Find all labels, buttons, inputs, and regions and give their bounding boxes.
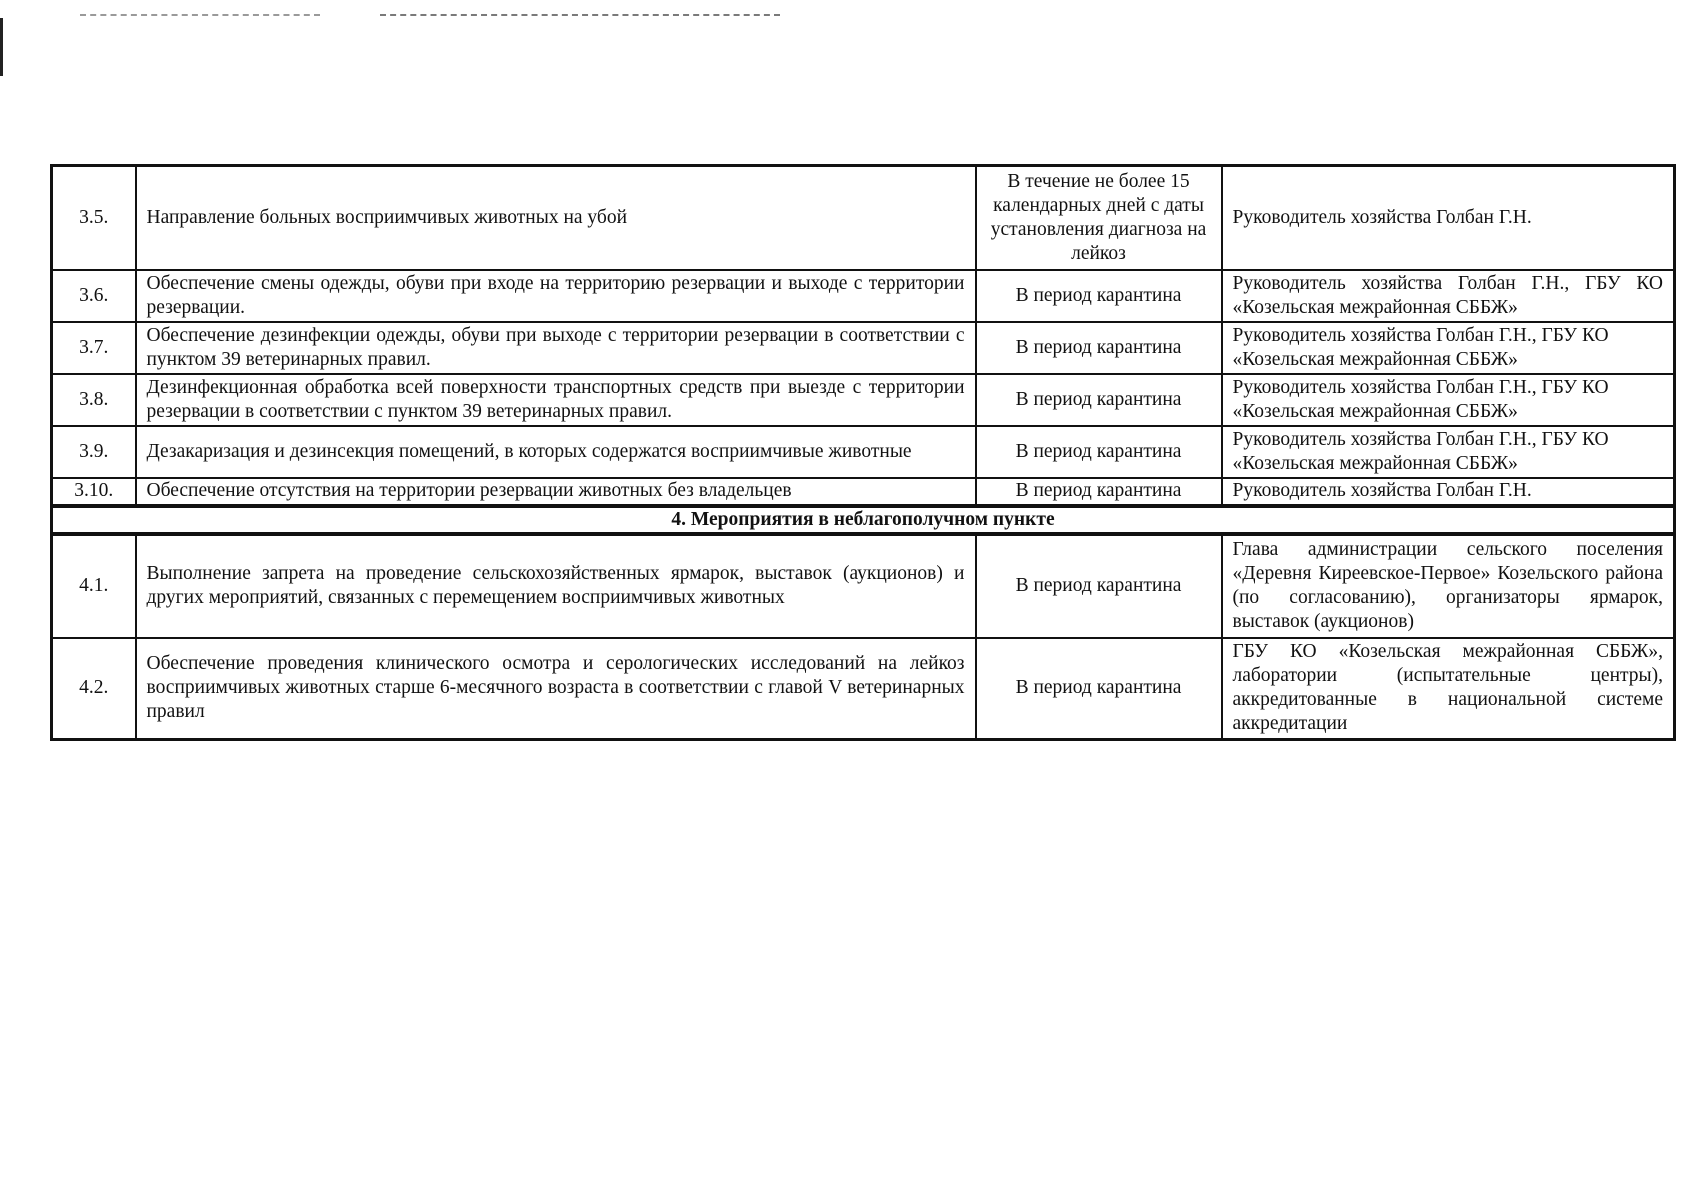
term-text: В период карантина bbox=[976, 426, 1222, 478]
responsible-text: Руководитель хозяйства Голбан Г.Н. bbox=[1222, 166, 1675, 270]
term-text: В период карантина bbox=[976, 374, 1222, 426]
scan-header-noise bbox=[80, 14, 320, 20]
measure-text: Обеспечение дезинфекции одежды, обуви при выходе с территории резервации в соответствии с пунктом 39 ветеринарных правил. bbox=[136, 322, 976, 374]
table-row bbox=[52, 534, 1675, 638]
responsible-text: Руководитель хозяйства Голбан Г.Н., ГБУ КО «Козельская межрайонная СББЖ» bbox=[1222, 270, 1675, 322]
term-text: В период карантина bbox=[976, 322, 1222, 374]
measure-text: Дезинфекционная обработка всей поверхности транспортных средств при выезде с территории резервации в соответствии с пунктом 39 ветеринарных правил. bbox=[136, 374, 976, 426]
table-row bbox=[52, 638, 1675, 740]
table-row bbox=[52, 270, 1675, 322]
responsible-text: Руководитель хозяйства Голбан Г.Н., ГБУ КО «Козельская межрайонная СББЖ» bbox=[1222, 426, 1675, 478]
responsible-text: ГБУ КО «Козельская межрайонная СББЖ», лаборатории (испытательные центры), аккредитованные в национальной системе аккредитации bbox=[1222, 638, 1675, 740]
term-text: В течение не более 15 календарных дней с даты установления диагноза на лейкоз bbox=[976, 166, 1222, 270]
table-row bbox=[52, 166, 1675, 270]
row-number: 4.2. bbox=[52, 638, 136, 740]
responsible-text: Руководитель хозяйства Голбан Г.Н., ГБУ КО «Козельская межрайонная СББЖ» bbox=[1222, 374, 1675, 426]
table-row bbox=[52, 426, 1675, 478]
row-number: 3.8. bbox=[52, 374, 136, 426]
measure-text: Дезакаризация и дезинсекция помещений, в которых содержатся восприимчивые животные bbox=[136, 426, 976, 478]
row-number: 3.5. bbox=[52, 166, 136, 270]
table-row bbox=[52, 322, 1675, 374]
row-number: 3.6. bbox=[52, 270, 136, 322]
table-row bbox=[52, 478, 1675, 506]
row-number: 3.9. bbox=[52, 426, 136, 478]
responsible-text: Руководитель хозяйства Голбан Г.Н. bbox=[1222, 478, 1675, 506]
row-number: 3.7. bbox=[52, 322, 136, 374]
measure-text: Направление больных восприимчивых животных на убой bbox=[136, 166, 976, 270]
section-heading-row bbox=[52, 506, 1675, 534]
scan-header-noise bbox=[380, 14, 780, 20]
row-number: 4.1. bbox=[52, 534, 136, 638]
row-number: 3.10. bbox=[52, 478, 136, 506]
measure-text: Обеспечение смены одежды, обуви при входе на территорию резервации и выходе с территории резервации. bbox=[136, 270, 976, 322]
term-text: В период карантина bbox=[976, 270, 1222, 322]
scan-edge-mark bbox=[0, 18, 3, 76]
measure-text: Обеспечение отсутствия на территории резервации животных без владельцев bbox=[136, 478, 976, 506]
measures-table bbox=[50, 164, 1676, 741]
term-text: В период карантина bbox=[976, 478, 1222, 506]
term-text: В период карантина bbox=[976, 638, 1222, 740]
responsible-text: Глава администрации сельского поселения «Деревня Киреевское-Первое» Козельского района (по согласованию), организаторы ярмарок, выставок (аукционов) bbox=[1222, 534, 1675, 638]
measure-text: Обеспечение проведения клинического осмотра и серологических исследований на лейкоз восприимчивых животных старше 6-месячного возраста в соответствии с главой V ветеринарных правил bbox=[136, 638, 976, 740]
term-text: В период карантина bbox=[976, 534, 1222, 638]
table-row bbox=[52, 374, 1675, 426]
measure-text: Выполнение запрета на проведение сельскохозяйственных ярмарок, выставок (аукционов) и других мероприятий, связанных с перемещением восприимчивых животных bbox=[136, 534, 976, 638]
responsible-text: Руководитель хозяйства Голбан Г.Н., ГБУ КО «Козельская межрайонная СББЖ» bbox=[1222, 322, 1675, 374]
section-title: 4. Мероприятия в неблагополучном пункте bbox=[52, 506, 1675, 534]
